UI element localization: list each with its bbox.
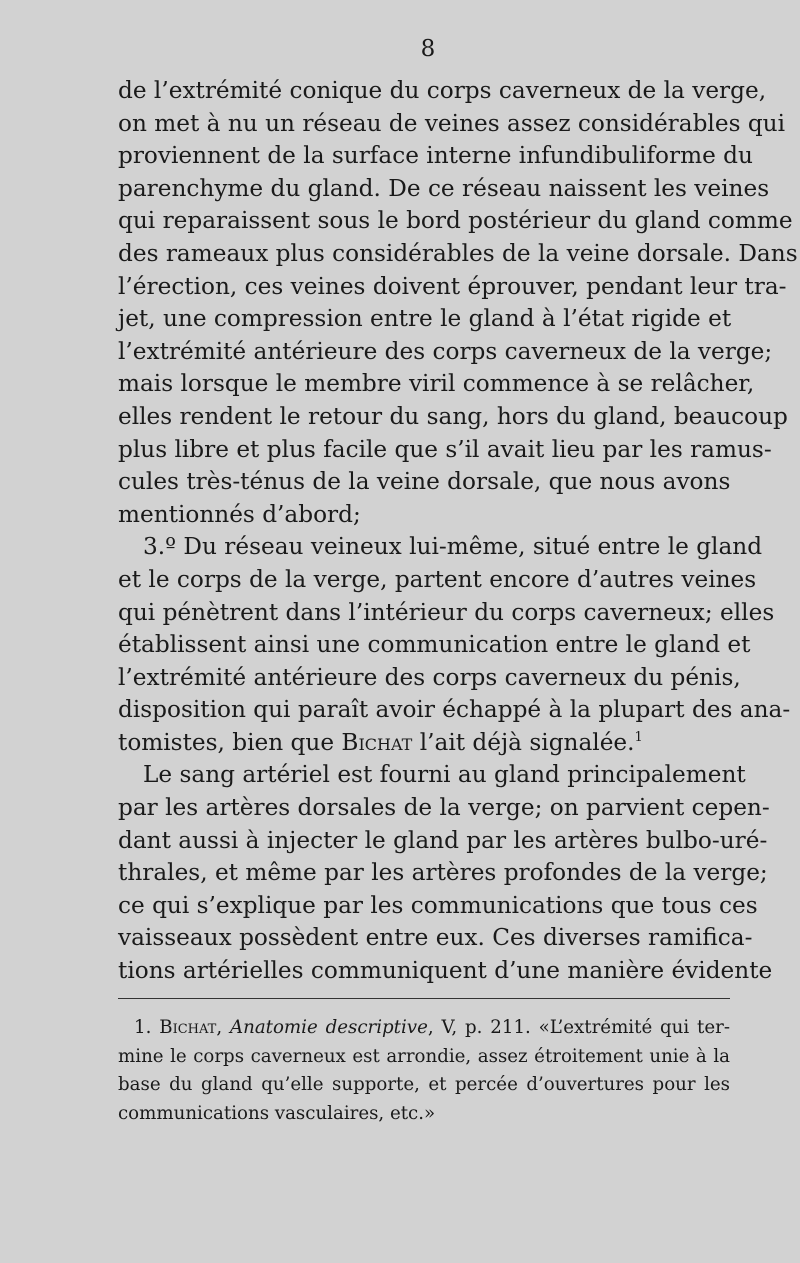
- quote-text: «L’extrémité qui ter-: [538, 1017, 730, 1038]
- text-segment: tomistes, bien que: [118, 728, 342, 756]
- text-line: de l’extrémité conique du corps caverneux de la verge,: [118, 77, 767, 104]
- text-line: jet, une compression entre le gland à l’état rigide et: [118, 305, 732, 333]
- footnote-first-line: [134, 1014, 730, 1043]
- footnote-number: 1.: [134, 1017, 152, 1038]
- text-line: dant aussi à injecter le gland par les artères bulbo-uré-: [118, 826, 768, 854]
- text-line: et le corps de la verge, partent encore d’autres veines: [118, 565, 757, 593]
- text-line-with-citation: [118, 727, 730, 760]
- text-line: disposition qui paraît avoir échappé à la plupart des ana-: [118, 696, 791, 724]
- text-line: l’érection, ces veines doivent éprouver, pendant leur tra-: [118, 272, 787, 300]
- footnote-author: Bichat: [159, 1017, 217, 1038]
- text-line: Le sang artériel est fourni au gland principalement: [143, 761, 746, 789]
- text-line: établissent ainsi une communication entre le gland et: [118, 631, 751, 659]
- footnote-line: communications vasculaires, etc.»: [118, 1102, 436, 1124]
- body-text: [118, 75, 798, 988]
- text-line: cules très-ténus de la veine dorsale, que nous avons: [118, 468, 731, 496]
- footnote-divider: [118, 998, 730, 999]
- text-line: mais lorsque le membre viril commence à se relâcher,: [118, 370, 755, 398]
- text-line: mentionnés d’abord;: [118, 500, 361, 528]
- text-line: des rameaux plus considérables de la veine dorsale. Dans: [118, 239, 798, 267]
- text-line: 3.º Du réseau veineux lui-même, situé entre le gland: [143, 533, 763, 561]
- text-line: l’extrémité antérieure des corps caverneux du pénis,: [118, 663, 741, 691]
- citation-reference: , V, p. 211.: [427, 1017, 539, 1038]
- text-segment: l’ait déjà signalée.: [412, 728, 635, 756]
- text-line: qui reparaissent sous le bord postérieur du gland comme: [118, 207, 793, 235]
- work-title: Anatomie descriptive: [229, 1017, 428, 1038]
- footnote-line: base du gland qu’elle supporte, et percée d’ouvertures pour les: [118, 1074, 730, 1096]
- text-line: on met à nu un réseau de veines assez considérables qui: [118, 109, 786, 137]
- text-line: ce qui s’explique par les communications que tous ces: [118, 891, 758, 919]
- author-name: Bichat: [341, 728, 413, 756]
- page-number: 8: [420, 36, 436, 62]
- text-line: proviennent de la surface interne infundibuliforme du: [118, 142, 753, 170]
- text-line: par les artères dorsales de la verge; on parvient cepen-: [118, 794, 770, 822]
- footnote-reference[interactable]: 1: [634, 729, 643, 745]
- text-line: elles rendent le retour du sang, hors du gland, beaucoup: [118, 402, 788, 430]
- text-line: plus libre et plus facile que s’il avait lieu par les ramus-: [118, 435, 772, 463]
- text-line: thrales, et même par les artères profondes de la verge;: [118, 859, 768, 887]
- footnote-line: mine le corps caverneux est arrondie, assez étroitement unie à la: [118, 1045, 730, 1067]
- text-segment: ,: [216, 1017, 230, 1038]
- text-line: l’extrémité antérieure des corps caverneux de la verge;: [118, 337, 773, 365]
- text-line: parenchyme du gland. De ce réseau naissent les veines: [118, 174, 770, 202]
- text-line: qui pénètrent dans l’intérieur du corps caverneux; elles: [118, 598, 775, 626]
- text-line: vaisseaux possèdent entre eux. Ces diverses ramifica-: [118, 924, 753, 952]
- text-line: tions artérielles communiquent d’une manière évidente: [118, 957, 773, 985]
- footnote: [118, 1014, 730, 1128]
